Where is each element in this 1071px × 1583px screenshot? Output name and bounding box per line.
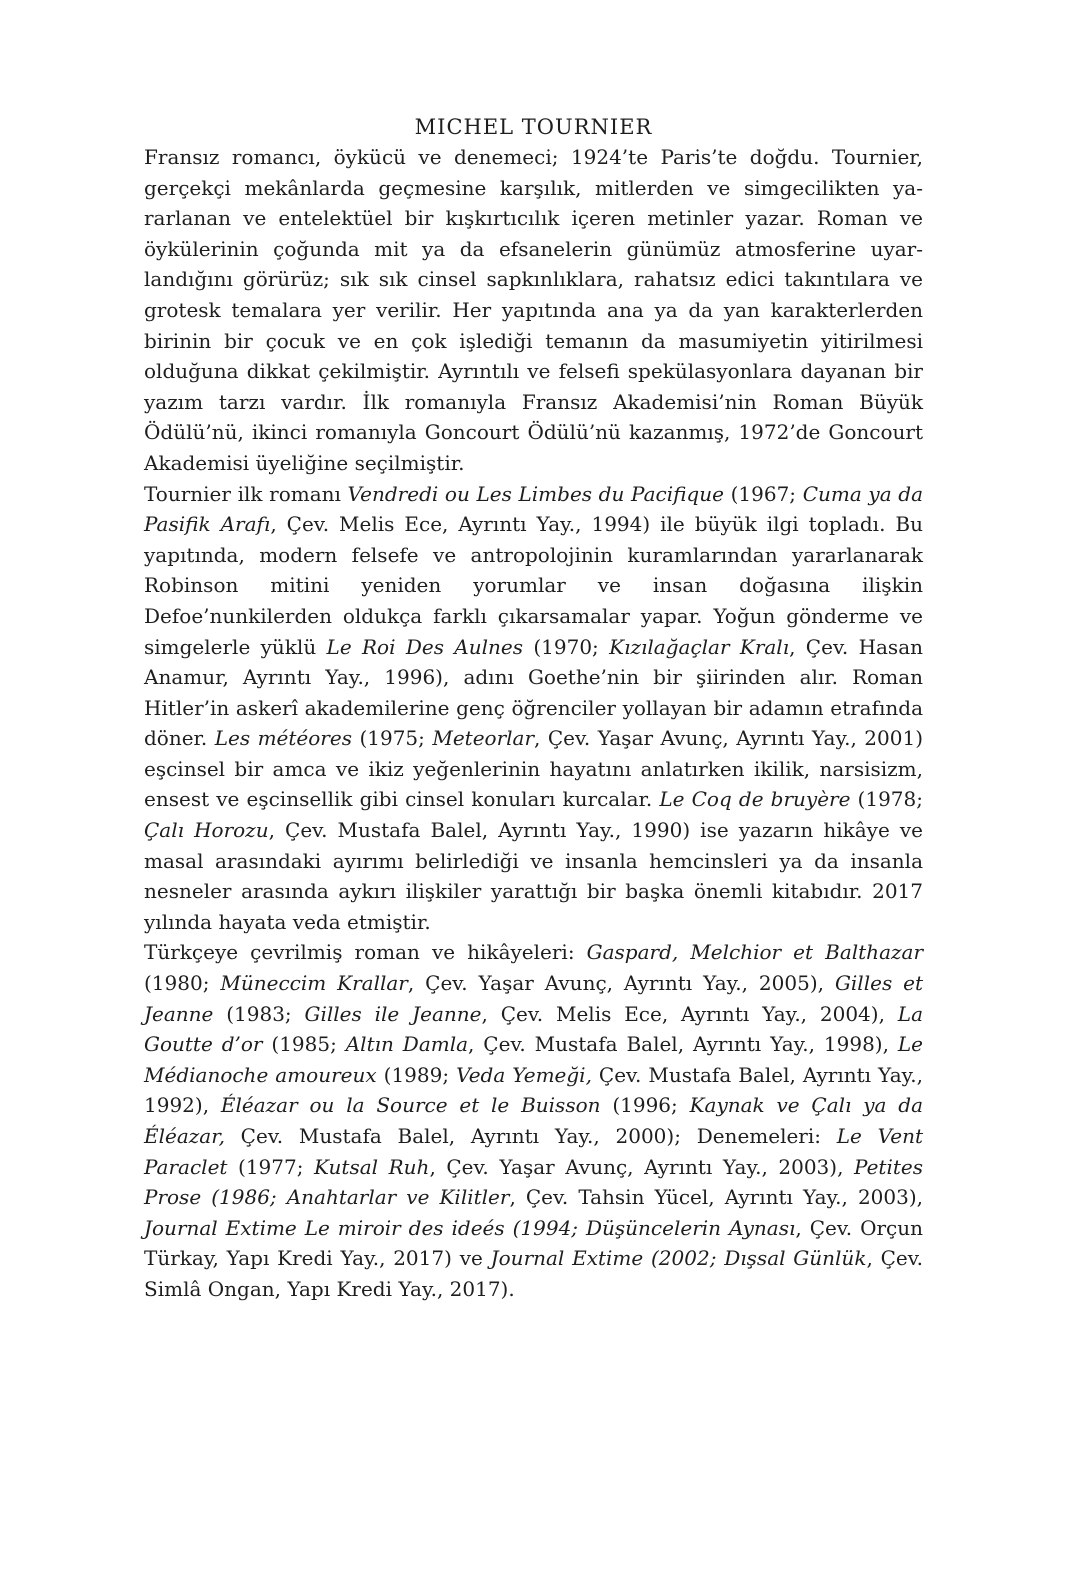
italic-title-text: Altın Damla	[345, 1032, 469, 1057]
paragraph-text: (1980;	[144, 971, 221, 996]
italic-title-text: Le Médianoche amoureux	[144, 1032, 923, 1087]
italic-title-text: Cuma ya da Pasifik Arafı	[144, 481, 923, 537]
paragraph-text: (1975;	[351, 726, 433, 751]
biography-paragraph	[144, 142, 923, 479]
italic-title-text: Gilles et Jeanne	[144, 971, 924, 1026]
paragraph-text: , Çev. Yaşar Avunç, Ayrıntı Yay., 2003),	[429, 1154, 855, 1179]
paragraph-text: (1989;	[376, 1062, 457, 1087]
paragraph-text: (1983;	[213, 1001, 305, 1026]
italic-title-text: Kızılağaçlar Kralı	[609, 634, 790, 659]
paragraph-text: , Çev. Orçun Türkay, Yapı Kredi Yay., 2017) ve	[144, 1215, 923, 1271]
italic-title-text: Petites Prose (1986; Anahtarlar ve Kilitler	[144, 1154, 923, 1210]
italic-title-text: Çalı Horozu	[144, 818, 269, 843]
paragraph-text: Çev. Mustafa Balel, Ayrıntı Yay., 1992),	[144, 1062, 923, 1118]
italic-title-text: Kutsal Ruh	[314, 1154, 430, 1179]
italic-title-text: La Goutte d’or	[144, 1001, 924, 1057]
paragraph-text: (1977;	[227, 1154, 315, 1179]
paragraph-text: , Çev. Melis Ece, Ayrıntı Yay., 1994) ile büyük ilgi topladı. Bu yapıtında, modern felsefe ve antropolojinin kuramlarından yararlanarak Robinson mitini yeniden yorumlar ve insan doğasına ilişkin Defoe’nunkilerden oldukça farklı çıkarsamalar yapar. Yoğun gönderme ve simgelerle yüklü	[144, 512, 923, 659]
paragraph-text: (1978;	[850, 787, 923, 812]
paragraph-text: , Çev. Yaşar Avunç, Ayrıntı Yay., 2005),	[407, 971, 835, 996]
italic-title-text: Vendredi ou Les Limbes du Pacifique	[347, 481, 724, 506]
italic-title-text: Gaspard, Melchior et Balthazar	[586, 940, 924, 965]
paragraph-text: (1970;	[523, 634, 610, 659]
italic-title-text: Journal Extime (2002; Dışsal Günlük	[490, 1246, 867, 1271]
author-heading: MICHEL TOURNIER	[414, 115, 653, 139]
italic-title-text: Éléazar ou la Source et le Buisson	[220, 1093, 601, 1118]
italic-title-text: Les météores	[214, 726, 352, 751]
paragraph-text: (1996;	[600, 1093, 690, 1118]
works-paragraph	[144, 479, 923, 938]
italic-title-text: Le Coq de bruyère	[659, 787, 851, 812]
paragraph-text: (1985;	[262, 1032, 346, 1057]
paragraph-text: , Çev. Simlâ Ongan, Yapı Kredi Yay., 2017).	[144, 1246, 924, 1301]
paragraph-text: , Çev. Melis Ece, Ayrıntı Yay., 2004),	[481, 1001, 898, 1026]
paragraph-text: , Çev. Yaşar Avunç, Ayrıntı Yay., 2001) eşcinsel bir amca ve ikiz yeğenlerinin hayatını anlatırken ikilik, narsisizm, ensest ve eşcinsellik gibi cinsel konuları kurcalar.	[144, 726, 924, 812]
italic-title-text: Le Roi Des Aulnes	[326, 634, 524, 659]
italic-title-text: Journal Extime Le miroir des ideés (1994; Düşüncelerin Aynası	[144, 1215, 796, 1240]
italic-title-text: Kaynak ve Çalı ya da Éléazar,	[144, 1093, 924, 1148]
paragraph-text: , Çev. Tahsin Yücel, Ayrıntı Yay., 2003),	[509, 1185, 923, 1210]
italic-title-text: Gilles ile Jeanne	[304, 1001, 482, 1026]
paragraph-text: , Çev. Mustafa Balel, Ayrıntı Yay., 1998),	[468, 1032, 898, 1057]
paragraph-text: , Çev. Mustafa Balel, Ayrıntı Yay., 1990) ise yazarın hikâye ve masal arasındaki ayırımı belirlediği ve insanla hemcinsleri ya da insanla nesneler arasında aykırı ilişkiler yarattığı bir başka önemli kitabıdır. 2017 yılında hayata veda etmiştir.	[144, 818, 923, 934]
paragraph-text: (1967;	[723, 481, 803, 506]
italic-title-text: Le Vent Paraclet	[144, 1124, 923, 1179]
paragraph-text: , Çev. Hasan Anamur, Ayrıntı Yay., 1996), adını Goethe’nin bir şiirinden alır. Roman Hitler’in askerî akademilerine genç öğrenciler yollayan bir adamın etrafında döner.	[144, 634, 923, 751]
translations-paragraph	[144, 937, 923, 1304]
paragraph-text: Çev. Mustafa Balel, Ayrıntı Yay., 2000); Denemeleri:	[224, 1124, 837, 1148]
paragraph-text: Fransız romancı, öykücü ve denemeci; 1924’te Paris’te doğdu. Tournier, gerçekçi mekânlarda geçmesine karşılık, mitlerden ve simgecilikten yararlanan ve entelektüel bir kışkırtıcılık içeren metinler yazar. Roman ve öykülerinin çoğunda mit ya da efsanelerin günümüz atmosferine uyarlandığını görürüz; sık sık cinsel sapkınlıklara, rahatsız edici takıntılara ve grotesk temalara yer verilir. Her yapıtında ana ya da yan karakterlerden birinin bir çocuk ve en çok işlediği temanın da masumiyetin yitirilmesi olduğuna dikkat çekilmiştir. Ayrıntılı ve felsefi spekülasyonlara dayanan bir yazım tarzı vardır. İlk romanıyla Fransız Akademisi’nin Roman Büyük Ödülü’nü, ikinci romanıyla Goncourt Ödülü’nü kazanmış, 1972’de Goncourt Akademisi üyeliğine seçilmiştir.	[144, 145, 923, 475]
italic-title-text: Müneccim Krallar	[220, 971, 408, 996]
page-body	[144, 112, 923, 1305]
italic-title-text: Meteorlar	[432, 726, 535, 751]
paragraph-text: Tournier ilk romanı	[144, 481, 348, 506]
paragraph-text: Türkçeye çevrilmiş roman ve hikâyeleri:	[144, 940, 587, 965]
italic-title-text: Veda Yemeği,	[456, 1062, 592, 1087]
